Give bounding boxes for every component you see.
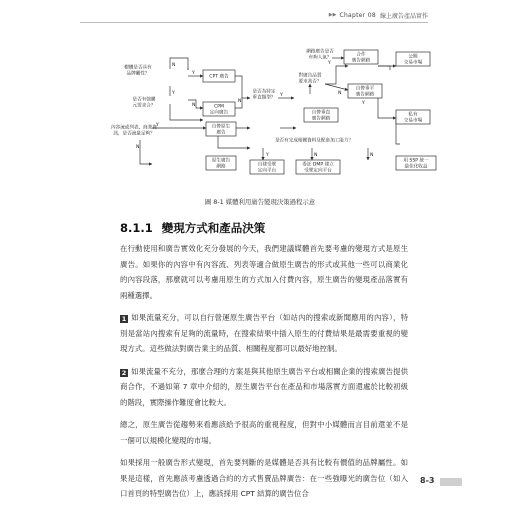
flow-connector xyxy=(325,84,348,90)
node-ssp-optimize-label: 用 SSP 統一 xyxy=(403,158,429,164)
decision-flowchart xyxy=(100,44,440,196)
paragraph-3-text: 如果流量不充分，那麼合理的方案是與其他原生廣告平台或相關企業的搜索廣告提供商合作，不過如第 7 章中介紹的，原生廣告平台在產品和市場落實方面還處於比較初級的階段，實際操作難度會比較大。 xyxy=(120,366,408,407)
node-self-native-ads-label: 廣告 xyxy=(216,130,226,136)
node-self-vertical-network-label: 自營垂平 xyxy=(355,86,375,92)
no-label: N xyxy=(172,63,176,68)
node-self-native-vertical-label: 廣告網路 xyxy=(311,116,331,122)
paragraph-2 xyxy=(120,310,408,357)
question-brand xyxy=(124,64,152,77)
no-label: N xyxy=(338,91,342,96)
question-popularity-label: 網路廣告是否 xyxy=(306,49,334,55)
numbered-bullet-2: 2 xyxy=(121,368,127,377)
flow-connector xyxy=(218,136,250,148)
node-self-vertical-network xyxy=(348,84,382,98)
question-search-label: 是否有強購 xyxy=(132,97,156,103)
question-content-flow-label: 內容流或列表、商業資 xyxy=(111,125,157,131)
node-native-network xyxy=(206,156,236,170)
numbered-bullet-1: 1 xyxy=(121,315,127,323)
flow-connector xyxy=(235,76,250,98)
question-brand-label: 品牌屬性？ xyxy=(126,71,150,77)
node-native-network-label: 網路 xyxy=(216,164,226,170)
no-label: N xyxy=(136,145,140,150)
section-number: 8.1.1 xyxy=(120,221,153,235)
node-partner-network xyxy=(344,50,378,64)
flow-connector xyxy=(140,140,152,164)
node-private-exchange-label: 交易市場 xyxy=(403,118,423,124)
flow-connector xyxy=(170,104,203,120)
running-header xyxy=(80,8,428,23)
node-self-build-platform-label: 定向平台 xyxy=(257,168,277,174)
node-self-native-ads xyxy=(206,122,236,136)
question-vertical xyxy=(253,88,276,101)
page-number: 8-3 xyxy=(420,476,435,485)
flow-connector xyxy=(378,66,390,70)
paragraph-5: 如果採用一般廣告形式變現，首先要判斷的是媒體是否具有比較有價值的品牌屬性。如果是這樣，首先應該考慮透過合約的方式售賣品牌廣告：在一些強曝光的廣告位（如入口首頁的特型廣告位）上，應該採用 CPT 結算的廣告位合 xyxy=(120,458,408,498)
node-dmp-platform-label: 委託 DMP 建立 xyxy=(302,162,334,168)
node-cpm-targeting-label: CPM xyxy=(214,104,224,110)
node-private-exchange-label: 私有 xyxy=(408,112,418,118)
paragraph-1: 在行動使用和廣告實效化充分發展的今天，我們建議媒體首先要考慮的變現方式是原生廣告。如果你的內容中有內容流、列表等適合做原生廣告的形式或其他一些可以商業化的內容段落，那麼就可以考慮用原生的方式加入付費內容，原生廣告的變現產品落實有兩種選擇。 xyxy=(120,244,408,300)
no-label: N xyxy=(192,103,196,108)
chapter-title: 線上廣告產品實作 xyxy=(379,12,428,20)
node-cpt-ads-label: CPT 廣告 xyxy=(209,74,229,80)
node-cpm-targeting xyxy=(203,102,235,116)
yes-label: Y xyxy=(192,71,195,76)
paragraph-4: 總之，原生廣告從趨勢來看應該給予很高的重視程度，但對中小媒體而言目前還並不是一個可以規模化變現的市場。 xyxy=(120,420,408,445)
question-search-label: 元需求合？ xyxy=(132,103,156,109)
paragraph-2-text: 如果流量充分，可以自行營運原生廣告平台（如站內的搜索或新聞應用的內容），特別是當站內搜索有足夠的流量時，在搜索結果中插入原生的付費結果是最需要重視的變現方式。這些做法對廣告業主的品質、相關程度都可以最好地控制。 xyxy=(120,313,408,353)
question-quality-label: 對廣告品質 xyxy=(298,73,322,79)
yes-label: Y xyxy=(156,123,159,128)
node-private-exchange xyxy=(396,110,430,124)
section-heading xyxy=(120,220,265,236)
yes-label: Y xyxy=(328,61,331,66)
node-partner-network-label: 合作 xyxy=(356,52,366,58)
question-quality xyxy=(299,72,322,85)
node-self-build-platform-label: 自建受眾 xyxy=(257,162,277,168)
question-popularity xyxy=(306,48,334,61)
node-cpt-ads xyxy=(203,70,235,82)
question-vertical-label: 是否為特定 xyxy=(252,89,276,95)
question-brand-label: 樹體是否具有 xyxy=(124,65,152,71)
node-self-native-ads-label: 自營原生 xyxy=(211,124,231,130)
node-self-build-platform xyxy=(250,160,284,174)
no-label: N xyxy=(370,153,374,158)
question-content-flow-label: 訊，是否流量足夠？ xyxy=(113,131,155,137)
node-ssp-optimize xyxy=(396,156,436,170)
chapter-label: Chapter 08 xyxy=(339,11,376,19)
node-self-native-vertical-label: 自營垂直 xyxy=(311,110,331,116)
node-ssp-optimize-label: 最佳化收益 xyxy=(404,164,428,170)
node-partner-network-label: 廣告網路 xyxy=(351,58,371,64)
node-dmp-platform xyxy=(296,160,340,174)
node-cpm-targeting-label: 定向廣告 xyxy=(209,110,229,116)
question-search xyxy=(133,96,156,109)
yes-label: Y xyxy=(266,153,269,158)
page-number-bar xyxy=(440,478,462,486)
paragraph-3 xyxy=(120,364,408,411)
double-chevron-icon: ▶▶ xyxy=(328,12,337,18)
question-dmp-capability-label: 是否有完成相關資料及配套加工能力？ xyxy=(274,138,354,144)
figure-caption: 圖 8-1 媒體利用廣告變現決策過程示意 xyxy=(204,198,316,206)
flow-connector xyxy=(325,66,348,84)
no-label: N xyxy=(314,153,318,158)
body-text xyxy=(120,241,408,509)
yes-label: Y xyxy=(280,93,283,98)
no-label: N xyxy=(238,99,242,104)
yes-label: Y xyxy=(172,91,175,96)
node-self-vertical-network-label: 廣告網路 xyxy=(355,92,375,98)
node-native-network-label: 原生廣告 xyxy=(211,158,231,164)
question-dmp-capability xyxy=(275,137,353,144)
question-vertical-label: 垂直類型？ xyxy=(252,95,276,101)
node-self-native-vertical xyxy=(304,108,338,122)
yes-label: Y xyxy=(362,101,365,106)
question-quality-label: 要求高否？ xyxy=(298,79,322,85)
section-title: 變現方式和產品決策 xyxy=(161,221,266,235)
question-popularity-label: 有夠人氣？ xyxy=(308,55,332,61)
flow-connector xyxy=(188,100,203,108)
question-content-flow xyxy=(111,124,157,137)
node-public-exchange-label: 公開 xyxy=(408,54,418,60)
node-public-exchange-label: 交易市場 xyxy=(403,60,423,66)
node-dmp-platform-label: 受眾定向平台 xyxy=(304,168,332,174)
node-public-exchange xyxy=(396,52,430,66)
